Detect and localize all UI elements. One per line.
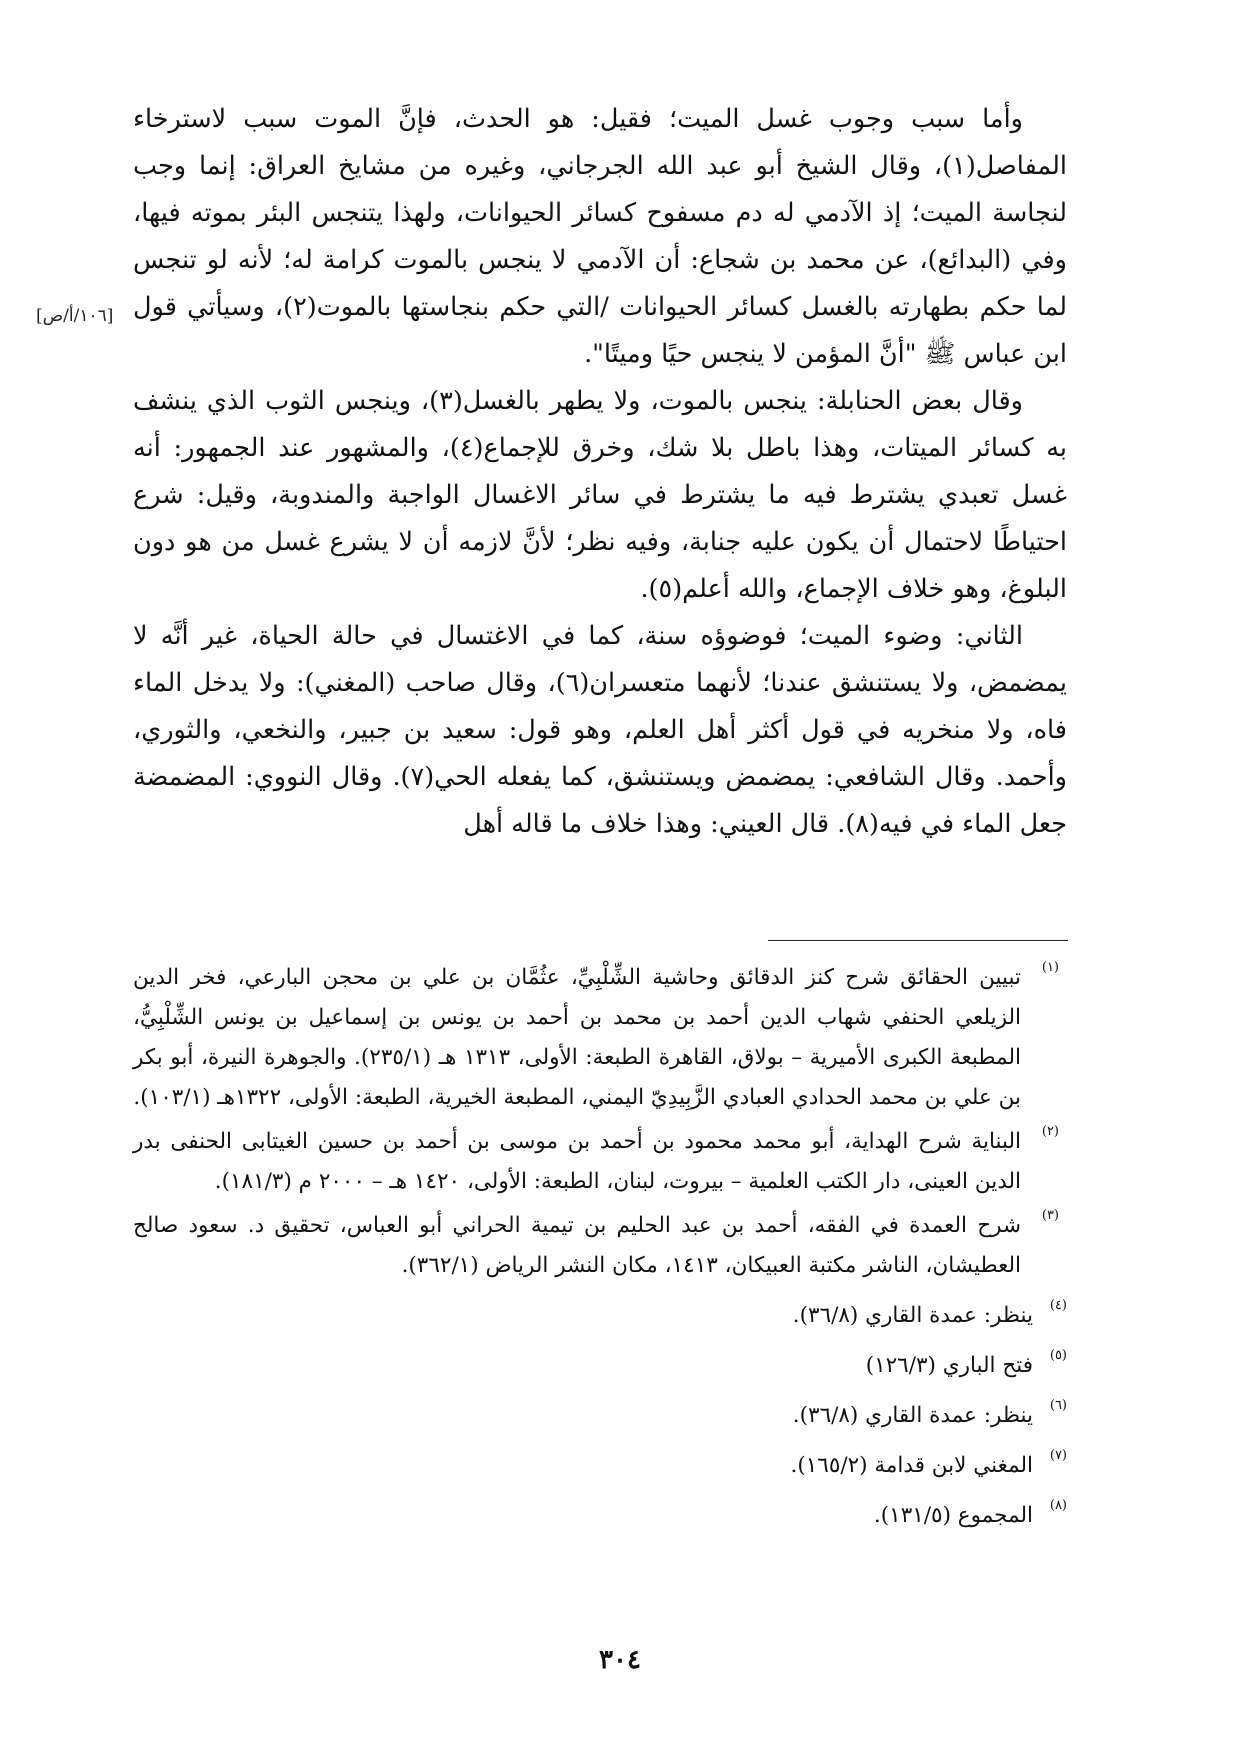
paragraph-1: وأما سبب وجوب غسل الميت؛ فقيل: هو الحدث، فإنَّ الموت سبب لاسترخاء المفاصل(١)، وقال الشيخ أبو عبد الله الجرجاني، وغيره من مشايخ العراق: إنما وجب لنجاسة الميت؛ إذ الآدمي له دم مسفوح كسائر الحيوانات، ولهذا يتنجس البئر بموته فيها، وفي (البدائع)، عن محمد بن شجاع: أن الآدمي لا ينجس بالموت كرامة له؛ لأنه لو تنجس لما حكم بطهارته بالغسل كسائر الحيوانات /التي حكم بنجاستها بالموت(٢)، وسيأتي قول ابن عباس ﷺ "أنَّ المؤمن لا ينجس حيًا وميتًا". — [133, 104, 1067, 369]
footnote-number: (٧) — [1049, 1448, 1067, 1463]
footnote-7 — [133, 1446, 1067, 1486]
footnotes — [133, 958, 1067, 1536]
footnote-text: ينظر: عمدة القاري (٣٦/٨). — [792, 1303, 1033, 1328]
footnote-number: (٨) — [1049, 1498, 1067, 1513]
footnote-text: تبيين الحقائق شرح كنز الدقائق وحاشية الشِّلْبِيِّ، عثُمَّان بن علي بن محجن البارعي، فخر الدين الزيلعي الحنفي شهاب الدين أحمد بن محمد بن أحمد بن يونس بن إسماعيل بن يونس الشِّلْبِيُّ، المطبعة الكبرى الأميرية – بولاق، القاهرة الطبعة: الأولى، ١٣١٣ هـ (٢٣٥/١). والجوهرة النيرة، أبو بكر بن علي بن محمد الحدادي العبادي الزَّبِيدِيّ اليمني، المطبعة الخيرية، الطبعة: الأولى، ١٣٢٢هـ (١٠٣/١). — [133, 965, 1021, 1110]
footnote-text: البناية شرح الهداية، أبو محمد محمود بن أحمد بن موسى بن أحمد بن حسين الغيتابى الحنفى بدر الدين العينى، دار الكتب العلمية – بيروت، لبنان، الطبعة: الأولى، ١٤٢٠ هـ – ٢٠٠٠ م (١٨١/٣). — [133, 1129, 1021, 1194]
footnote-text: ينظر: عمدة القاري (٣٦/٨). — [792, 1403, 1033, 1428]
footnote-6 — [133, 1396, 1067, 1436]
footnote-number: (٣) — [1041, 1208, 1059, 1223]
page-number: ٣٠٤ — [599, 1645, 641, 1675]
footnote-number: (٢) — [1041, 1124, 1059, 1139]
footnote-separator — [768, 940, 1068, 941]
footnote-number: (٤) — [1049, 1298, 1067, 1313]
footnote-1 — [133, 958, 1067, 1118]
paragraph-3: الثاني: وضوء الميت؛ فوضوؤه سنة، كما في الاغتسال في حالة الحياة، غير أنَّه لا يمضمض، ولا يستنشق عندنا؛ لأنهما متعسران(٦)، وقال صاحب (المغني): ولا يدخل الماء فاه، ولا منخريه في قول أكثر أهل العلم، وهو قول: سعيد بن جبير، والنخعي، والثوري، وأحمد. وقال الشافعي: يمضمض ويستنشق، كما يفعله الحي(٧). وقال النووي: المضمضة جعل الماء في فيه(٨). قال العيني: وهذا خلاف ما قاله أهل — [133, 621, 1067, 839]
footnote-text: المغني لابن قدامة (١٦٥/٢). — [790, 1453, 1033, 1478]
footnote-4 — [133, 1296, 1067, 1336]
footnote-3 — [133, 1206, 1067, 1286]
footnote-5 — [133, 1346, 1067, 1386]
paragraph-2: وقال بعض الحنابلة: ينجس بالموت، ولا يطهر بالغسل(٣)، وينجس الثوب الذي ينشف به كسائر الميتات، وهذا باطل بلا شك، وخرق للإجماع(٤)، والمشهور عند الجمهور: أنه غسل تعبدي يشترط فيه ما يشترط في سائر الاغسال الواجبة والمندوبة، وقيل: شرع احتياطًا لاحتمال أن يكون عليه جنابة، وفيه نظر؛ لأنَّ لازمه أن لا يشرع غسل من هو دون البلوغ، وهو خلاف الإجماع، والله أعلم(٥). — [133, 386, 1067, 604]
main-text — [133, 96, 1067, 848]
footnote-text: المجموع (١٣١/٥). — [873, 1503, 1033, 1528]
footnote-2 — [133, 1122, 1067, 1202]
footnote-number: (٥) — [1049, 1348, 1067, 1363]
footnote-text: فتح الباري (١٢٦/٣) — [865, 1353, 1033, 1378]
footnote-number: (١) — [1041, 960, 1059, 975]
footnote-8 — [133, 1496, 1067, 1536]
footnote-number: (٦) — [1049, 1398, 1067, 1413]
manuscript-folio-note: [١٠٦/أ/ص] — [36, 306, 114, 326]
footnote-text: شرح العمدة في الفقه، أحمد بن عبد الحليم بن تيمية الحراني أبو العباس، تحقيق د. سعود صالح العطيشان، الناشر مكتبة العبيكان، ١٤١٣، مكان النشر الرياض (٣٦٢/١). — [133, 1213, 1021, 1278]
